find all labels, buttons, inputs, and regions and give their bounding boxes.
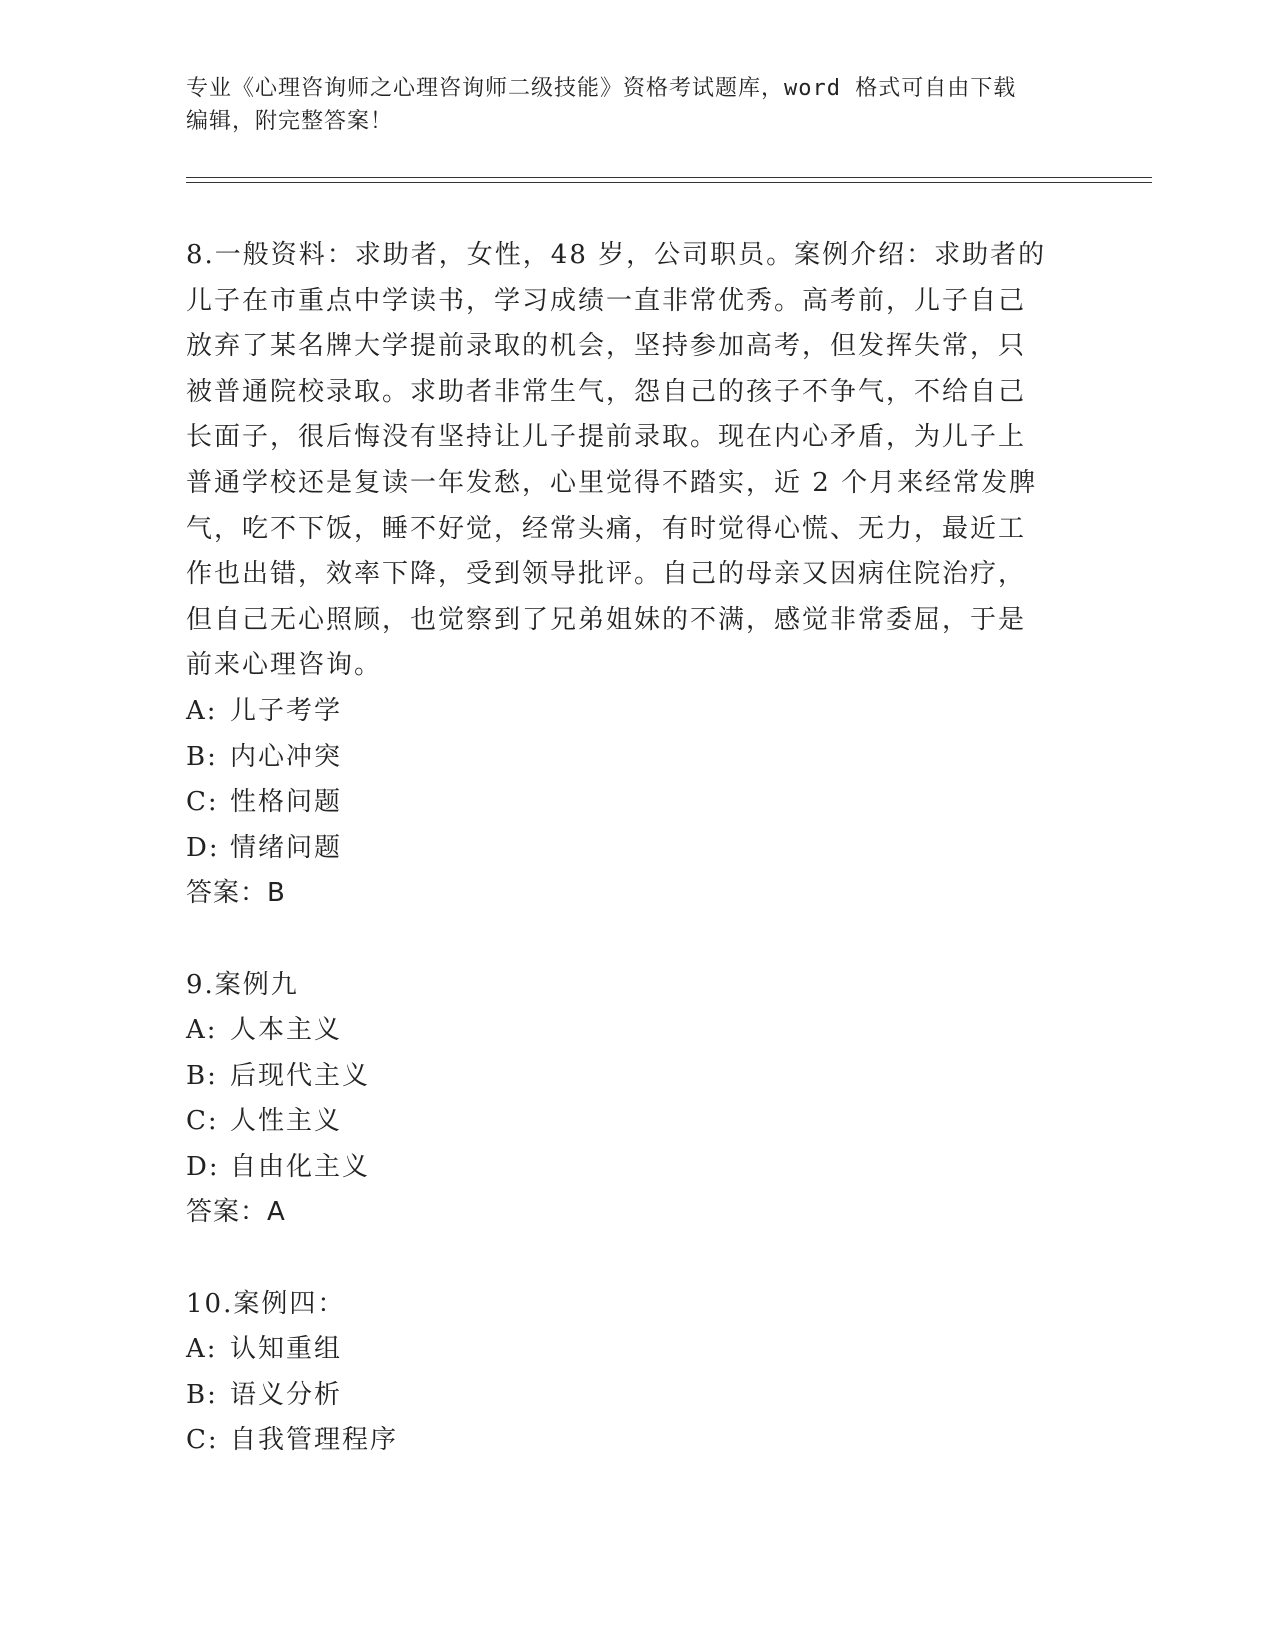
spacer bbox=[186, 917, 1066, 963]
question-stem-line: 放弃了某名牌大学提前录取的机会，坚持参加高考，但发挥失常，只 bbox=[186, 331, 1027, 362]
question-stem-line: 普通学校还是复读一年发愁，心里觉得不踏实，近 2 个月来经常发脾 bbox=[186, 467, 1038, 498]
option-a bbox=[186, 1327, 1066, 1373]
question-stem-line: 儿子在市重点中学读书，学习成绩一直非常优秀。高考前，儿子自己 bbox=[186, 285, 1027, 316]
document-header bbox=[186, 72, 1066, 138]
spacer bbox=[186, 1236, 1066, 1282]
option-letter: C: bbox=[186, 787, 219, 818]
option-a bbox=[186, 1008, 1066, 1054]
option-a bbox=[186, 689, 1066, 735]
question-stem-line: 气，吃不下饭，睡不好觉，经常头痛，有时觉得心慌、无力，最近工 bbox=[186, 513, 1027, 544]
question-stem-line: 前来心理咨询。 bbox=[186, 650, 383, 681]
option-c bbox=[186, 780, 1066, 826]
header-line-1: 专业《心理咨询师之心理咨询师二级技能》资格考试题库，word 格式可自由下载 bbox=[186, 76, 1017, 101]
question-stem-line: 作也出错，效率下降，受到领导批评。自己的母亲又因病住院治疗， bbox=[186, 559, 1027, 590]
option-c bbox=[186, 1099, 1066, 1145]
option-text: 性格问题 bbox=[230, 787, 343, 818]
option-text: 人本主义 bbox=[230, 1015, 343, 1046]
option-letter: C: bbox=[186, 1106, 219, 1137]
header-divider-bottom bbox=[186, 182, 1152, 183]
option-text: 语义分析 bbox=[230, 1379, 343, 1410]
question-8 bbox=[186, 233, 1066, 917]
question-stem-line: 10.案例四： bbox=[186, 1288, 346, 1319]
answer-line: 答案：A bbox=[186, 1197, 286, 1228]
option-letter: D: bbox=[186, 1151, 220, 1182]
question-stem-line: 长面子，很后悔没有坚持让儿子提前录取。现在内心矛盾，为儿子上 bbox=[186, 422, 1027, 453]
answer-line: 答案：B bbox=[186, 878, 286, 909]
question-list bbox=[186, 233, 1066, 1464]
option-text: 认知重组 bbox=[230, 1334, 343, 1365]
question-10 bbox=[186, 1282, 1066, 1464]
option-letter: B: bbox=[186, 1060, 218, 1091]
question-stem-line: 9.案例九 bbox=[186, 969, 299, 1000]
option-letter: D: bbox=[186, 832, 220, 863]
option-text: 后现代主义 bbox=[230, 1060, 371, 1091]
option-d bbox=[186, 826, 1066, 872]
option-text: 情绪问题 bbox=[230, 832, 343, 863]
option-letter: A: bbox=[186, 1334, 218, 1365]
header-line-2: 编辑，附完整答案！ bbox=[186, 109, 394, 134]
question-stem-line: 但自己无心照顾，也觉察到了兄弟姐妹的不满，感觉非常委屈，于是 bbox=[186, 604, 1027, 635]
option-letter: A: bbox=[186, 695, 218, 726]
option-d bbox=[186, 1145, 1066, 1191]
question-stem-line: 被普通院校录取。求助者非常生气，怨自己的孩子不争气，不给自己 bbox=[186, 376, 1027, 407]
option-text: 内心冲突 bbox=[230, 741, 343, 772]
option-c bbox=[186, 1418, 1066, 1464]
option-text: 人性主义 bbox=[230, 1106, 343, 1137]
option-letter: C: bbox=[186, 1425, 219, 1456]
header-divider-top bbox=[186, 177, 1152, 178]
option-text: 自由化主义 bbox=[230, 1151, 371, 1182]
question-9 bbox=[186, 963, 1066, 1237]
option-b bbox=[186, 1373, 1066, 1419]
option-text: 自我管理程序 bbox=[230, 1425, 399, 1456]
question-stem-line: 8.一般资料：求助者，女性，48 岁，公司职员。案例介绍：求助者的 bbox=[186, 240, 1047, 270]
option-letter: A: bbox=[186, 1015, 218, 1046]
option-b bbox=[186, 735, 1066, 781]
option-b bbox=[186, 1054, 1066, 1100]
option-letter: B: bbox=[186, 1379, 218, 1410]
option-text: 儿子考学 bbox=[230, 695, 343, 726]
option-letter: B: bbox=[186, 741, 218, 772]
